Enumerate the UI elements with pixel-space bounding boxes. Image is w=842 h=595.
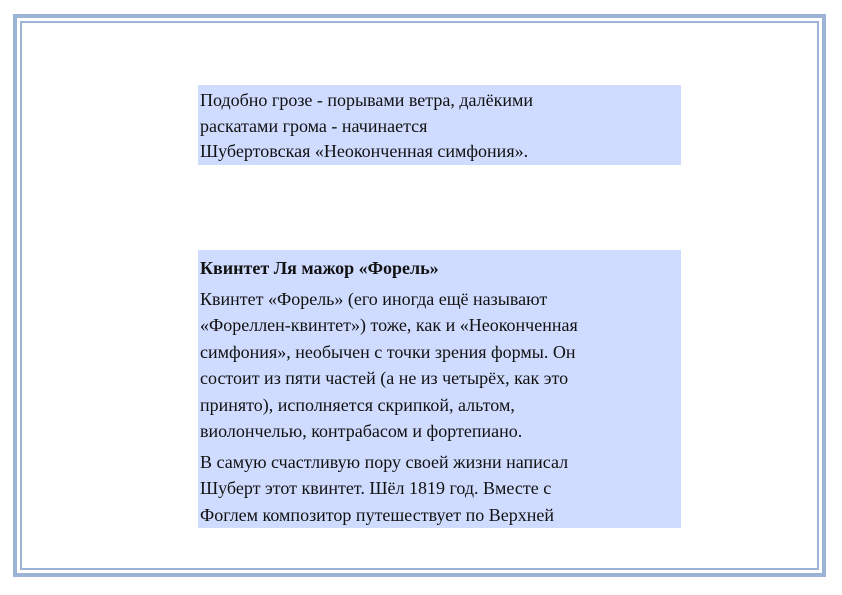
quintet-heading: Квинтет Ля мажор «Форель» [200, 258, 439, 278]
intro-text-block [198, 85, 681, 165]
paragraph-line: симфония», необычен с точки зрения формы. Он [200, 341, 576, 362]
quintet-paragraph-1 [200, 286, 679, 445]
intro-line: Подобно грозе - порывами ветра, далёкими [200, 90, 534, 110]
quintet-text-block [198, 250, 681, 528]
paragraph-line: виолончелью, контрабасом и фортепиано. [200, 421, 523, 441]
paragraph-line: В самую счастливую пору своей жизни написал [200, 451, 569, 472]
paragraph-line: Шуберт этот квинтет. Шёл 1819 год. Вместе с [200, 478, 552, 498]
intro-line: раскатами грома - начинается [200, 115, 428, 136]
quintet-paragraph-2 [200, 449, 679, 529]
paragraph-line: Квинтет «Форель» (его иногда ещё называют [200, 288, 548, 309]
paragraph-line: принято), исполняется скрипкой, альтом, [200, 394, 515, 415]
paragraph-line: состоит из пяти частей (а не из четырёх, как это [200, 368, 569, 388]
paragraph-line: «Фореллен-квинтет») тоже, как и «Неоконченная [200, 315, 578, 335]
intro-line: Шубертовская «Неоконченная симфония». [200, 141, 529, 161]
paragraph-line: Фоглем композитор путешествует по Верхней [200, 504, 554, 525]
